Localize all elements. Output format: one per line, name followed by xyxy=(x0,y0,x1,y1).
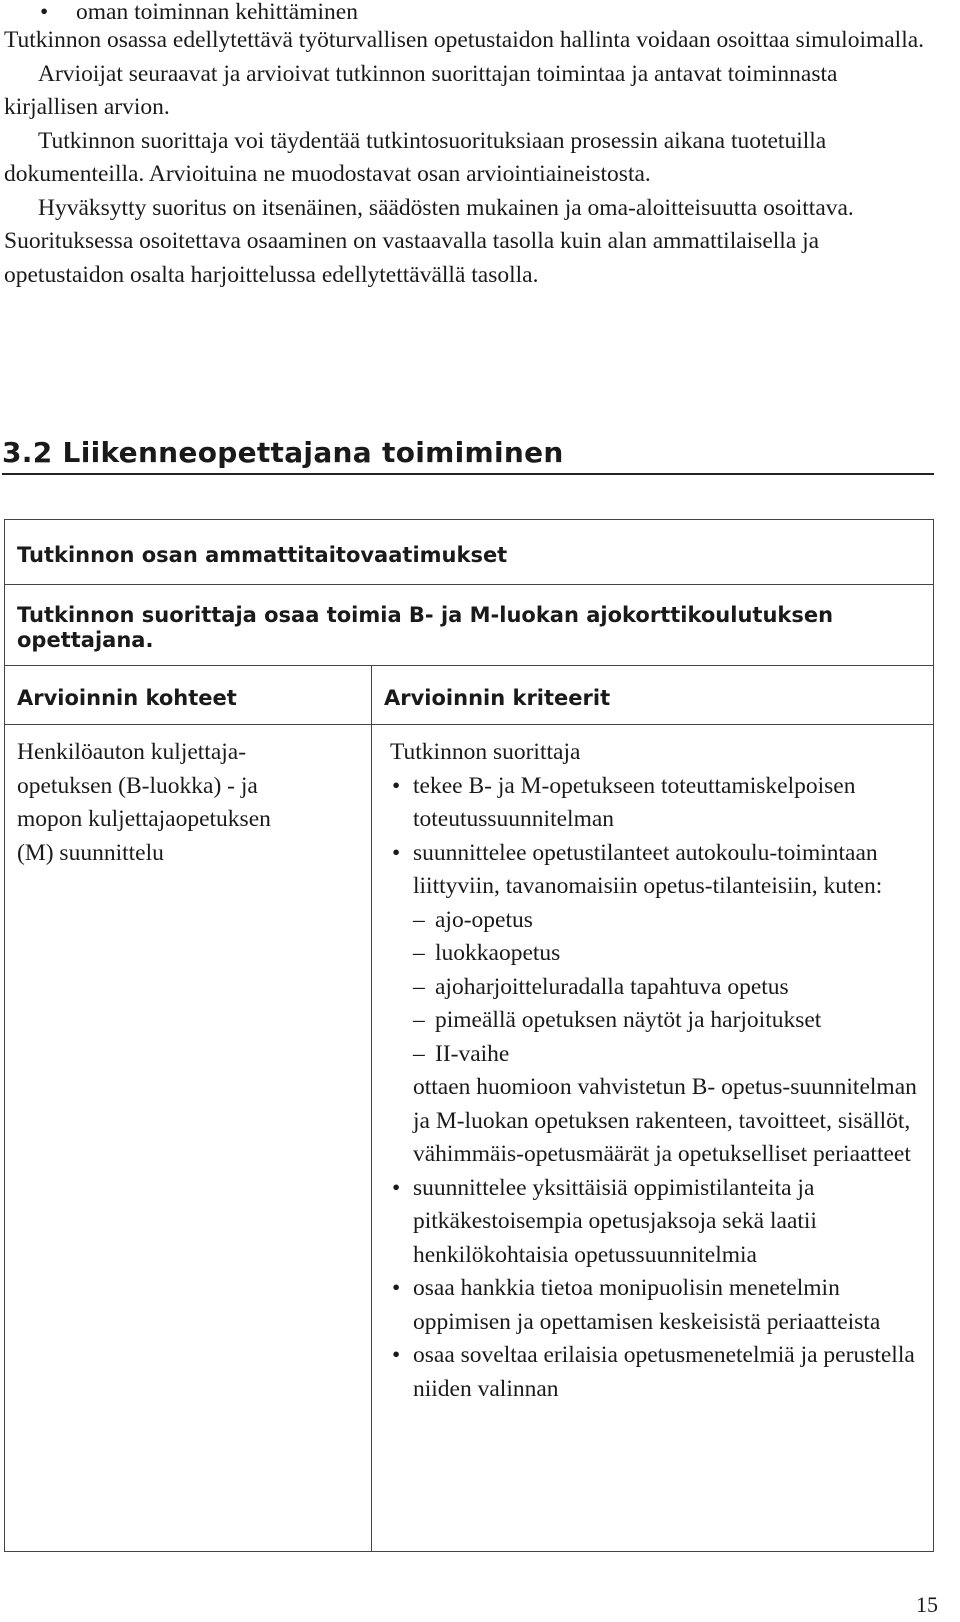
criteria-subitem: – luokkaopetus xyxy=(413,937,920,971)
criteria-item-text: osaa soveltaa erilaisia opetusmenetelmiä ja perustella niiden valinnan xyxy=(413,1342,915,1402)
table-goal: Tutkinnon suorittaja osaa toimia B- ja M-luokan ajokorttikoulutuksen opettajana. xyxy=(17,603,834,652)
criteria-list xyxy=(390,770,920,1407)
column-header-criteria: Arvioinnin kriteerit xyxy=(384,686,611,710)
column-divider xyxy=(371,666,372,1551)
bullet-text: oman toiminnan kehittäminen xyxy=(76,0,358,25)
section-heading: 3.2 Liikenneopettajana toimiminen xyxy=(2,436,934,475)
criteria-subitem: – II-vaihe xyxy=(413,1038,920,1072)
page-number: 15 xyxy=(916,1592,938,1617)
criteria-item-text: suunnittelee opetustilanteet autokoulu-toimintaan liittyviin, tavanomaisiin opetus-tilanteisiin, kuten: xyxy=(413,839,883,899)
criteria-subitem: – pimeällä opetuksen näytöt ja harjoitukset xyxy=(413,1004,920,1038)
criteria-subitem: – ajo-opetus xyxy=(413,904,920,938)
criteria-item-text: suunnittelee yksittäisiä oppimistilanteita ja pitkäkestoisempia opetusjaksoja sekä laatii henkilökohtaisia opetussuunnitelmia xyxy=(413,1174,817,1268)
column-header-targets: Arvioinnin kohteet xyxy=(17,686,237,710)
criteria-item xyxy=(390,1272,920,1339)
criteria-item xyxy=(390,1339,920,1406)
criteria-item-text: osaa hankkia tietoa monipuolisin menetelmin oppimisen ja opettamisen keskeisistä periaatteista xyxy=(413,1275,881,1335)
criteria-item xyxy=(390,837,920,1172)
intro-text xyxy=(4,24,934,292)
requirements-table xyxy=(4,519,934,1552)
assessment-criteria xyxy=(390,736,920,1406)
criteria-item xyxy=(390,1172,920,1273)
criteria-item-text: tekee B- ja M-opetukseen toteuttamiskelpoisen toteutussuunnitelman xyxy=(413,772,856,832)
table-column-header-row xyxy=(5,666,933,725)
intro-paragraph: Arvioijat seuraavat ja arvioivat tutkinnon suorittajan toimintaa ja antavat toiminnasta kirjallisen arvion. xyxy=(4,60,838,120)
criteria-item-continuation: ottaen huomioon vahvistetun B- opetus-suunnitelman ja M-luokan opetuksen rakenteen, tavoitteet, sisällöt, vähimmäis-opetusmäärät ja opetukselliset periaatteet xyxy=(413,1074,917,1167)
table-title-row xyxy=(5,520,933,585)
assessment-target-text: Henkilöauton kuljettaja- opetuksen (B-luokka) - ja mopon kuljettajaopetuksen (M) suunnittelu xyxy=(17,739,271,866)
table-title: Tutkinnon osan ammattitaitovaatimukset xyxy=(17,543,508,567)
intro-paragraph: Hyväksytty suoritus on itsenäinen, säädösten mukainen ja oma-aloitteisuutta osoittava. Suorituksessa osoitettava osaaminen on vastaavalla tasolla kuin alan ammattilaisella ja opetustaidon osalta harjoittelussa edellytettävällä tasolla. xyxy=(4,194,854,288)
bullet-marker: • xyxy=(40,0,49,25)
criteria-item xyxy=(390,770,920,837)
intro-paragraph: Tutkinnon osassa edellytettävä työturvallisen opetustaidon hallinta voidaan osoittaa simuloimalla. xyxy=(4,27,925,53)
criteria-subitem: – ajoharjoitteluradalla tapahtuva opetus xyxy=(413,971,920,1005)
table-goal-row xyxy=(5,585,933,666)
criteria-intro: Tutkinnon suorittaja xyxy=(390,739,581,765)
intro-paragraph: Tutkinnon suorittaja voi täydentää tutkintosuorituksiaan prosessin aikana tuotetuilla dokumenteilla. Arvioituina ne muodostavat osan arviointiaineistosta. xyxy=(4,127,827,187)
criteria-sublist xyxy=(413,904,920,1072)
